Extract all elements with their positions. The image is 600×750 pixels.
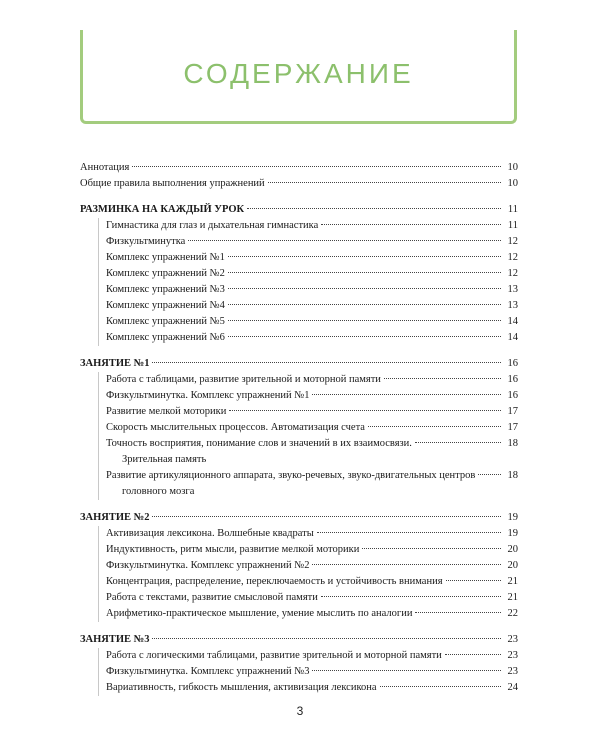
toc-page-number: 23 (507, 634, 518, 645)
toc-entry-text: Гимнастика для глаз и дыхательная гимнастика (106, 220, 319, 231)
toc-entry-label (106, 266, 225, 282)
dot-leader (152, 362, 501, 363)
toc-page-number: 18 (507, 470, 518, 481)
toc-page-number: 10 (507, 162, 518, 173)
dot-leader (317, 532, 501, 533)
section-gap (80, 622, 518, 632)
section-gap (80, 500, 518, 510)
dot-leader (268, 182, 501, 183)
toc-subentry[interactable] (80, 680, 518, 696)
toc-subentry[interactable] (80, 282, 518, 298)
toc-entry-label (80, 510, 149, 526)
table-of-contents (80, 160, 518, 696)
toc-entry-label (106, 436, 412, 468)
toc-page-number: 19 (507, 528, 518, 539)
toc-subentry[interactable] (80, 298, 518, 314)
toc-page-number: 12 (507, 252, 518, 263)
toc-entry-label (106, 664, 309, 680)
toc-subentry[interactable] (80, 404, 518, 420)
toc-entry-text: Комплекс упражнений №2 (106, 268, 225, 279)
toc-entry-label (106, 372, 381, 388)
dot-leader (228, 304, 501, 305)
dot-leader (368, 426, 501, 427)
toc-entry[interactable] (80, 176, 518, 192)
toc-entry-text: Физкультминутка. Комплекс упражнений №1 (106, 390, 310, 401)
toc-page-number: 11 (507, 220, 518, 231)
toc-page-number: 13 (507, 300, 518, 311)
page-number: 3 (296, 704, 304, 718)
section-gap (80, 346, 518, 356)
toc-section (80, 202, 518, 346)
toc-page-number: 14 (507, 332, 518, 343)
toc-entry-text: Работа с таблицами, развитие зрительной и моторной памяти (106, 374, 381, 385)
toc-subentry[interactable] (80, 436, 518, 468)
toc-entry-label (106, 282, 225, 298)
toc-page-number: 14 (507, 316, 518, 327)
toc-section (80, 632, 518, 696)
toc-page-number: 12 (507, 236, 518, 247)
toc-entry-text: Развитие артикуляционного аппарата, звуко-речевых, звуко-двигательных центров (106, 470, 476, 481)
toc-entry-text: Активизация лексикона. Волшебные квадраты (106, 528, 314, 539)
toc-entry-label (106, 680, 377, 696)
toc-page-number: 16 (507, 358, 518, 369)
toc-page-number: 13 (507, 284, 518, 295)
toc-entry-text: Комплекс упражнений №6 (106, 332, 225, 343)
toc-entry-label (80, 176, 265, 192)
toc-page-number: 20 (507, 560, 518, 571)
toc-entry-label (106, 388, 309, 404)
toc-entry-text: ЗАНЯТИЕ №2 (80, 512, 150, 523)
toc-entry-label (106, 298, 225, 314)
toc-entry-text: Развитие мелкой моторики (106, 406, 227, 417)
dot-leader (321, 596, 501, 597)
dot-leader (228, 336, 501, 337)
toc-subentry[interactable] (80, 218, 518, 234)
dot-leader (228, 256, 501, 257)
toc-page-number: 21 (507, 592, 518, 603)
toc-entry-label (80, 356, 149, 372)
toc-entry-text: Индуктивность, ритм мысли, развитие мелкой моторики (106, 544, 360, 555)
toc-entry-label (106, 648, 442, 664)
toc-entry-label (106, 542, 359, 558)
toc-subentry[interactable] (80, 574, 518, 590)
toc-section-heading[interactable] (80, 202, 518, 218)
dot-leader (415, 442, 501, 443)
dot-leader (228, 272, 501, 273)
toc-entry-text: Концентрация, распределение, переключаемость и устойчивость внимания (106, 576, 443, 587)
dot-leader (380, 686, 501, 687)
dot-leader (312, 670, 501, 671)
toc-subentry[interactable] (80, 330, 518, 346)
toc-entry-label (106, 526, 314, 542)
toc-subentry[interactable] (80, 234, 518, 250)
toc-page-number: 16 (507, 390, 518, 401)
toc-entry-continuation: головного мозга (122, 486, 195, 497)
dot-leader (445, 654, 501, 655)
toc-page-number: 12 (507, 268, 518, 279)
toc-entry-text: ЗАНЯТИЕ №3 (80, 634, 150, 645)
toc-entry-label (106, 420, 365, 436)
toc-entry-label (106, 234, 185, 250)
toc-entry-label (106, 558, 309, 574)
toc-subentry[interactable] (80, 664, 518, 680)
toc-subentry[interactable] (80, 266, 518, 282)
toc-entry-continuation: Зрительная память (122, 454, 207, 465)
toc-entry-text: Комплекс упражнений №4 (106, 300, 225, 311)
toc-entry-label (106, 404, 226, 420)
toc-entry-label (80, 160, 129, 176)
toc-page-number: 24 (507, 682, 518, 693)
toc-page-number: 17 (507, 406, 518, 417)
toc-page-number: 18 (507, 438, 518, 449)
dot-leader (247, 208, 501, 209)
toc-subentry[interactable] (80, 590, 518, 606)
toc-section-heading[interactable] (80, 632, 518, 648)
toc-page-number: 21 (507, 576, 518, 587)
dot-leader (132, 166, 501, 167)
toc-page-number: 20 (507, 544, 518, 555)
toc-entry-label (106, 314, 225, 330)
toc-page-number: 11 (507, 204, 518, 215)
toc-page-number: 19 (507, 512, 518, 523)
toc-subentry[interactable] (80, 526, 518, 542)
toc-section (80, 510, 518, 622)
dot-leader (312, 394, 501, 395)
toc-page-number: 16 (507, 374, 518, 385)
toc-entry-text: Физкультминутка. Комплекс упражнений №2 (106, 560, 310, 571)
title-frame (80, 30, 517, 124)
toc-section (80, 356, 518, 500)
toc-entry-text: Скорость мыслительных процессов. Автоматизация счета (106, 422, 365, 433)
toc-entry-text: Комплекс упражнений №5 (106, 316, 225, 327)
dot-leader (152, 516, 501, 517)
toc-page-number: 10 (507, 178, 518, 189)
toc-entry-text: РАЗМИНКА НА КАЖДЫЙ УРОК (80, 204, 245, 215)
dot-leader (312, 564, 501, 565)
toc-page-number: 23 (507, 666, 518, 677)
toc-subentry[interactable] (80, 314, 518, 330)
toc-subentry[interactable] (80, 388, 518, 404)
toc-entry-text: Вариативность, гибкость мышления, активизация лексикона (106, 682, 377, 693)
toc-section-heading[interactable] (80, 356, 518, 372)
toc-entry-text: Комплекс упражнений №3 (106, 284, 225, 295)
toc-page-number: 23 (507, 650, 518, 661)
dot-leader (229, 410, 501, 411)
page-title: СОДЕРЖАНИЕ (183, 58, 414, 89)
toc-entry-label (106, 468, 475, 500)
toc-subentry[interactable] (80, 542, 518, 558)
toc-entry-label (80, 202, 244, 218)
toc-entry-text: Работа с логическими таблицами, развитие зрительной и моторной памяти (106, 650, 442, 661)
dot-leader (188, 240, 501, 241)
dot-leader (446, 580, 501, 581)
toc-subentry[interactable] (80, 558, 518, 574)
toc-entry-label (106, 330, 225, 346)
toc-entry[interactable] (80, 160, 518, 176)
dot-leader (152, 638, 501, 639)
toc-entry-text: ЗАНЯТИЕ №1 (80, 358, 150, 369)
toc-page-number: 22 (507, 608, 518, 619)
dot-leader (321, 224, 501, 225)
toc-entry-text: Точность восприятия, понимание слов и значений в их взаимосвязи. (106, 438, 412, 449)
toc-entry-text: Физкультминутка (106, 236, 186, 247)
toc-entry-text: Комплекс упражнений №1 (106, 252, 225, 263)
toc-entry-text: Арифметико-практическое мышление, умение мыслить по аналогии (106, 608, 413, 619)
dot-leader (415, 612, 501, 613)
toc-subentry[interactable] (80, 372, 518, 388)
toc-entry-label (106, 606, 412, 622)
toc-entry-label (106, 218, 318, 234)
toc-subentry[interactable] (80, 606, 518, 622)
toc-entry-text: Общие правила выполнения упражнений (80, 178, 265, 189)
section-gap (80, 192, 518, 202)
toc-entry-label (80, 632, 149, 648)
toc-entry-label (106, 574, 443, 590)
dot-leader (478, 474, 501, 475)
toc-entry-label (106, 590, 318, 606)
toc-subentry[interactable] (80, 420, 518, 436)
dot-leader (362, 548, 501, 549)
toc-subentry[interactable] (80, 648, 518, 664)
dot-leader (384, 378, 501, 379)
toc-subentry[interactable] (80, 468, 518, 500)
toc-section-heading[interactable] (80, 510, 518, 526)
toc-entry-text: Физкультминутка. Комплекс упражнений №3 (106, 666, 310, 677)
toc-entry-text: Аннотация (80, 162, 130, 173)
toc-entry-label (106, 250, 225, 266)
toc-subentry[interactable] (80, 250, 518, 266)
toc-page-number: 17 (507, 422, 518, 433)
toc-entry-text: Работа с текстами, развитие смысловой памяти (106, 592, 318, 603)
dot-leader (228, 288, 501, 289)
dot-leader (228, 320, 501, 321)
